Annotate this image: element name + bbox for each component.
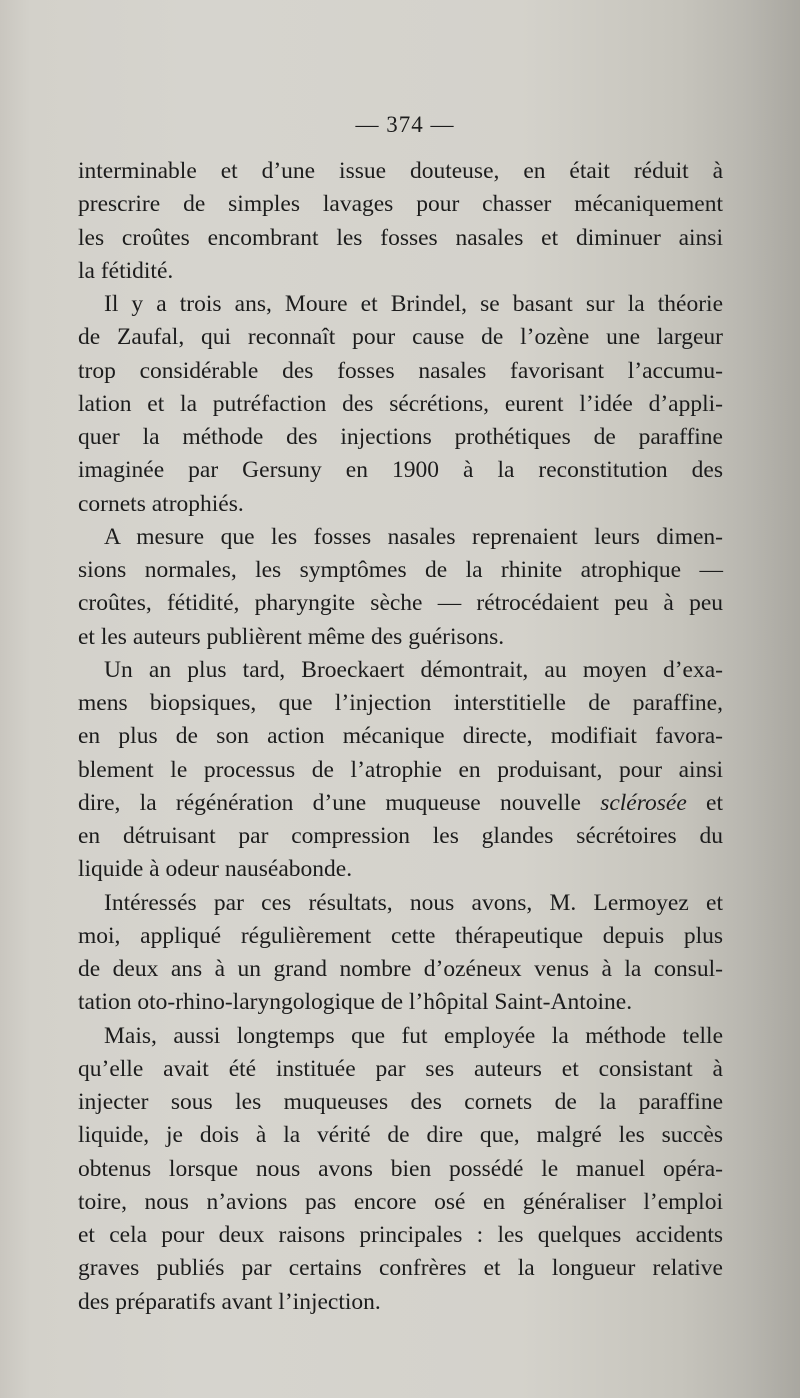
text-line-content: des préparatifs avant l’injection. xyxy=(78,1288,381,1315)
text-line-content: injecter sous les muqueuses des cornets de la paraffine xyxy=(78,1089,723,1115)
text-line-tail: et xyxy=(706,789,724,816)
text-line-content: blement le processus de l’atrophie en produisant, pour ainsi xyxy=(78,756,723,783)
text-line xyxy=(78,887,723,920)
text-line xyxy=(78,1252,723,1285)
text-line-content: sions normales, les symptômes de la rhinite atrophique — xyxy=(78,557,723,583)
text-line-content: graves publiés par certains confrères et la longueur relative xyxy=(78,1255,723,1282)
page-number: — 374 — xyxy=(355,112,455,137)
text-line-content: trop considérable des fosses nasales favorisant l’accumu- xyxy=(78,357,723,384)
text-line xyxy=(78,521,723,554)
text-line-content: mens biopsiques, que l’injection interstitielle de paraffine, xyxy=(78,690,723,716)
text-line-content: Intéressés par ces résultats, nous avons, M. Lermoyez et xyxy=(104,889,723,916)
text-line xyxy=(78,687,723,720)
text-line-content: de Zaufal, qui reconnaît pour cause de l’ozène une largeur xyxy=(78,324,723,351)
text-line-content: Il y a trois ans, Moure et Brindel, se basant sur la théorie xyxy=(104,291,723,317)
text-line xyxy=(78,488,723,521)
text-line-content: liquide, je dois à la vérité de dire que, malgré les succès xyxy=(78,1122,723,1149)
italic-word: sclérosée xyxy=(600,789,687,816)
text-line xyxy=(78,355,723,388)
text-line xyxy=(78,1153,723,1186)
text-line-content: Mais, aussi longtemps que fut employée la méthode telle xyxy=(104,1022,723,1049)
text-line xyxy=(78,1053,723,1086)
text-line-content: toire, nous n’avions pas encore osé en généraliser l’emploi xyxy=(78,1188,723,1215)
text-line-content: en plus de son action mécanique directe, modifiait favora- xyxy=(78,723,723,750)
text-line xyxy=(78,920,723,953)
text-line xyxy=(78,720,723,753)
text-line-content: quer la méthode des injections prothétiques de paraffine xyxy=(78,424,723,450)
text-line-content: interminable et d’une issue douteuse, en était réduit à xyxy=(78,158,723,184)
text-line-content: dire, la régénération d’une muqueuse nouvelle xyxy=(78,789,581,816)
text-line-content: prescrire de simples lavages pour chasser mécaniquement xyxy=(78,191,723,218)
text-line xyxy=(78,1119,723,1152)
text-line-content: et cela pour deux raisons principales : les quelques accidents xyxy=(78,1222,723,1248)
text-line-content: et les auteurs publièrent même des guérisons. xyxy=(78,623,505,650)
text-line xyxy=(78,654,723,687)
text-line-content: imaginée par Gersuny en 1900 à la reconstitution des xyxy=(78,457,723,484)
text-line-content: de deux ans à un grand nombre d’ozéneux venus à la consul- xyxy=(78,956,723,982)
text-line-content: croûtes, fétidité, pharyngite sèche — rétrocédaient peu à peu xyxy=(78,590,723,617)
text-line xyxy=(78,754,723,787)
text-line xyxy=(78,820,723,853)
text-line xyxy=(78,1219,723,1252)
text-line-content: Un an plus tard, Broeckaert démontrait, au moyen d’exa- xyxy=(104,656,723,683)
text-line xyxy=(78,1020,723,1053)
text-line-content: les croûtes encombrant les fosses nasales et diminuer ainsi xyxy=(78,224,723,251)
text-line-content: lation et la putréfaction des sécrétions, eurent l’idée d’appli- xyxy=(78,390,723,417)
text-line-content: tation oto-rhino-laryngologique de l’hôpital Saint-Antoine. xyxy=(78,989,633,1016)
text-line xyxy=(78,454,723,487)
text-line xyxy=(78,621,723,654)
body-text xyxy=(78,155,723,1319)
text-line xyxy=(78,1286,723,1319)
text-line xyxy=(78,853,723,886)
text-line xyxy=(78,787,723,820)
text-line-content: en détruisant par compression les glandes sécrétoires du xyxy=(78,823,723,849)
text-line xyxy=(78,188,723,221)
text-line xyxy=(78,1086,723,1119)
text-line-content: A mesure que les fosses nasales reprenaient leurs dimen- xyxy=(104,523,723,550)
text-line-content: cornets atrophiés. xyxy=(78,490,244,517)
text-line-content: obtenus lorsque nous avons bien possédé le manuel opéra- xyxy=(78,1155,723,1182)
text-line-content: qu’elle avait été instituée par ses auteurs et consistant à xyxy=(78,1055,723,1082)
text-line xyxy=(78,953,723,986)
text-line xyxy=(78,986,723,1019)
text-line xyxy=(78,421,723,454)
text-line xyxy=(78,222,723,255)
text-line xyxy=(78,388,723,421)
text-line xyxy=(78,321,723,354)
text-line xyxy=(78,155,723,188)
text-line xyxy=(78,255,723,288)
text-line xyxy=(78,288,723,321)
text-line-content: moi, appliqué régulièrement cette thérapeutique depuis plus xyxy=(78,922,723,949)
text-line xyxy=(78,587,723,620)
text-line-content: liquide à odeur nauséabonde. xyxy=(78,856,353,883)
text-line-content: la fétidité. xyxy=(78,257,174,284)
text-line xyxy=(78,554,723,587)
text-line xyxy=(78,1186,723,1219)
